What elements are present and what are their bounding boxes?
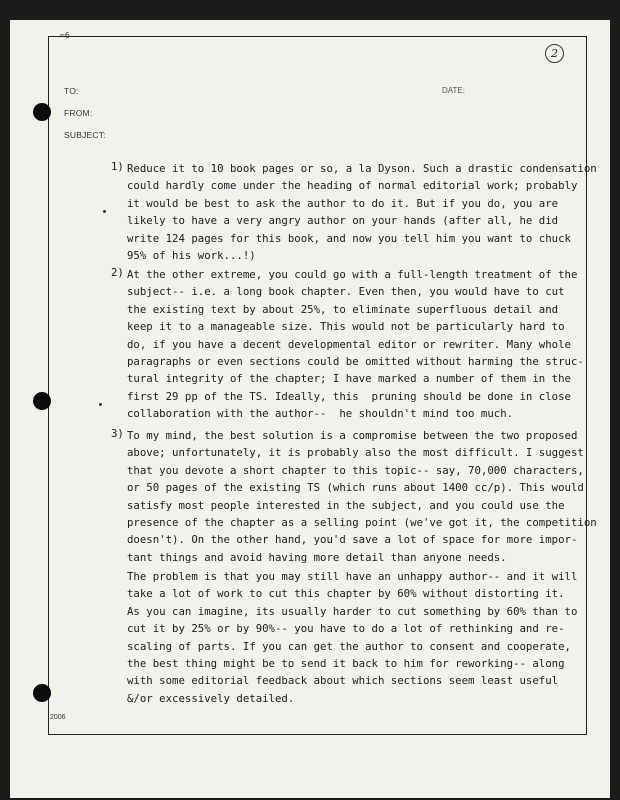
text-line: At the other extreme, you could go with a full-length treatment of the <box>127 268 578 281</box>
form-code: 2006 <box>50 714 66 721</box>
to-label: TO: <box>64 86 79 96</box>
text-line: or 50 pages of the existing TS (which runs about 1400 cc/p). This would <box>127 481 584 495</box>
text-line: To my mind, the best solution is a compromise between the two proposed <box>127 429 578 442</box>
date-label: DATE: <box>442 86 465 95</box>
text-line: satisfy most people interested in the subject, and you could use the <box>127 498 565 512</box>
text-line: subject-- i.e. a long book chapter. Even then, you would have to cut <box>127 285 565 299</box>
text-line: likely to have a very angry author on your hands (after all, he did <box>127 214 559 228</box>
text-line: presence of the chapter as a selling point (we've got it, the competition <box>127 516 597 530</box>
text-line: tural integrity of the chapter; I have marked a number of them in the <box>127 372 571 386</box>
punch-hole-top <box>33 103 51 121</box>
text-line: the best thing might be to send it back to him for reworking-- along <box>127 657 565 671</box>
text-line: Reduce it to 10 book pages or so, a la Dyson. Such a drastic condensation <box>127 162 597 175</box>
text-line: could hardly come under the heading of normal editorial work; probably <box>127 179 578 193</box>
text-line: take a lot of work to cut this chapter by 60% without distorting it. <box>127 587 565 601</box>
paper-speck <box>99 403 102 406</box>
text-line: with some editorial feedback about which sections seem least useful <box>127 674 559 688</box>
text-line: that you devote a short chapter to this topic-- say, 70,000 characters, <box>127 463 584 477</box>
text-line: keep it to a manageable size. This would not be particularly hard to <box>127 320 565 334</box>
text-line: 95% of his work...!) <box>127 249 256 263</box>
item-number: 2) <box>111 266 124 279</box>
text-line: collaboration with the author-- he shouldn't mind too much. <box>127 407 514 421</box>
item-paragraph <box>127 160 597 264</box>
text-line: it would be best to ask the author to do it. But if you do, you are <box>127 196 559 210</box>
punch-hole-bottom <box>33 684 51 702</box>
item-paragraph <box>127 266 584 423</box>
from-label: FROM: <box>64 108 93 118</box>
text-line: the existing text by about 25%, to eliminate superfluous detail and <box>127 302 559 316</box>
text-line: write 124 pages for this book, and now you tell him you want to chuck <box>127 231 571 245</box>
closing-paragraph <box>127 568 577 707</box>
item-paragraph <box>127 427 597 566</box>
item-number: 3) <box>111 427 124 440</box>
text-line: &/or excessively detailed. <box>127 691 295 705</box>
text-line: cut it by 25% or by 90%-- you have to do a lot of rethinking and re- <box>127 622 565 636</box>
page-number: 2 <box>545 44 564 63</box>
text-line: doesn't). On the other hand, you'd save a lot of space for more impor- <box>127 533 578 547</box>
paper-speck <box>103 210 106 213</box>
text-line: above; unfortunately, it is probably also the most difficult. I suggest <box>127 446 584 460</box>
text-line: The problem is that you may still have an unhappy author-- and it will <box>127 570 578 583</box>
text-line: first 29 pp of the TS. Ideally, this pruning should be done in close <box>127 389 571 403</box>
text-line: do, if you have a decent developmental editor or rewriter. Many whole <box>127 337 571 351</box>
item-number: 1) <box>111 160 124 173</box>
text-line: tant things and avoid having more detail than anyone needs. <box>127 550 507 564</box>
text-line: As you can imagine, its usually harder to cut something by 60% than to <box>127 604 578 618</box>
punch-hole-middle <box>33 392 51 410</box>
subject-label: SUBJECT: <box>64 130 106 140</box>
corner-mark: ⌐6 <box>60 31 70 40</box>
text-line: paragraphs or even sections could be omitted without harming the struc- <box>127 355 584 369</box>
text-line: scaling of parts. If you can get the author to consent and cooperate, <box>127 639 571 653</box>
